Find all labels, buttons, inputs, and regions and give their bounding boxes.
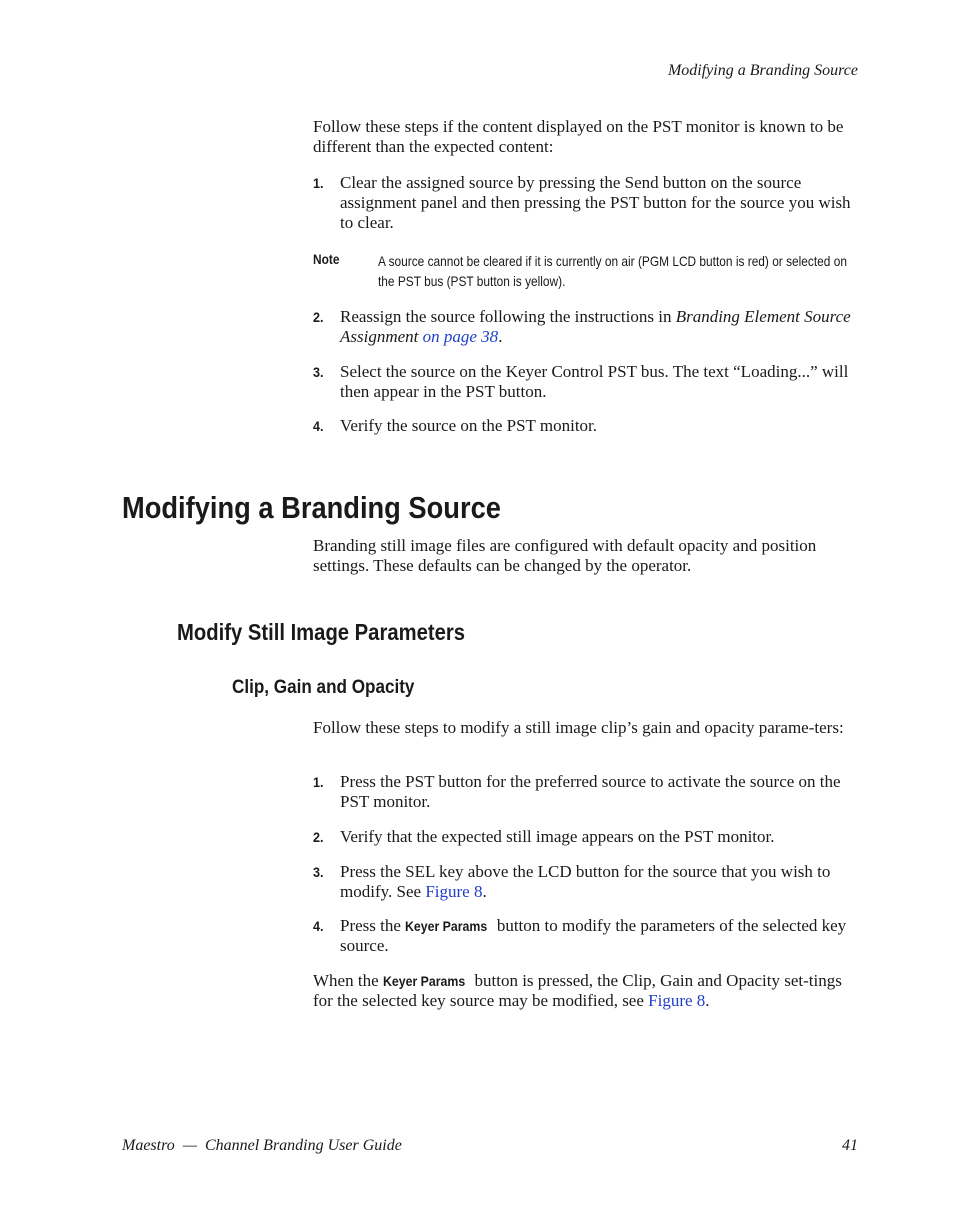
step-text-part: button to modify the parameters of the selected key source.: [340, 916, 847, 955]
step-text: Verify the source on the PST monitor.: [340, 416, 598, 435]
step-b-3: [313, 862, 861, 902]
page-reference-link[interactable]: on page 38: [422, 327, 499, 346]
step-text-part: Press the SEL key above the LCD button for the source that you wish to modify. See: [340, 862, 831, 901]
step-number: 3.: [313, 864, 324, 880]
step-text: Clear the assigned source by pressing the Send button on the source assignment panel and then pressing the PST button for the source you wish to clear.: [340, 173, 851, 232]
step-a-1: [313, 173, 861, 233]
closing-text-part: button is pressed, the Clip, Gain and Opacity set-tings for the selected key source may be modified, see: [313, 971, 842, 1010]
step-text: [340, 307, 861, 347]
ui-button-name: Keyer Params: [382, 973, 466, 989]
step-a-2: [313, 307, 861, 347]
subsection-heading: Modify Still Image Parameters: [177, 619, 465, 645]
step-text-part: Press the: [340, 916, 406, 935]
step-b-4: [313, 916, 861, 956]
section-paragraph: Branding still image files are configured with default opacity and position settings. These defaults can be changed by the operator.: [313, 536, 817, 575]
step-text-part: Reassign the source following the instructions in: [340, 307, 676, 326]
figure-link[interactable]: Figure 8: [425, 882, 483, 901]
cross-reference-title: Branding Element Source Assignment: [340, 307, 851, 346]
closing-text-part: .: [705, 991, 710, 1010]
step-text: Select the source on the Keyer Control PST bus. The text “Loading...” will then appear in the PST button.: [340, 362, 849, 401]
step-a-3: [313, 362, 861, 402]
figure-link[interactable]: Figure 8: [648, 991, 706, 1010]
closing-paragraph: [313, 971, 861, 1011]
step-text-part: .: [482, 882, 487, 901]
note-text: A source cannot be cleared if it is currently on air (PGM LCD button is red) or selected on the PST bus (PST button is yellow).: [378, 253, 847, 289]
step-text: [340, 916, 861, 956]
step-number: 4.: [313, 918, 324, 934]
intro-paragraph: Follow these steps if the content displayed on the PST monitor is known to be different than the expected content:: [313, 117, 844, 156]
step-number: 3.: [313, 364, 324, 380]
step-b-2: [313, 827, 861, 847]
page-number: 41: [842, 1137, 858, 1154]
step-number: 1.: [313, 774, 324, 790]
step-text: Press the PST button for the preferred source to activate the source on the PST monitor.: [340, 772, 841, 811]
ui-button-name: Keyer Params: [405, 918, 488, 934]
closing-text-part: When the: [313, 971, 383, 990]
step-number: 4.: [313, 418, 324, 434]
step-number: 2.: [313, 309, 324, 325]
subsubsection-heading: Clip, Gain and Opacity: [232, 677, 415, 698]
subsubsection-intro: Follow these steps to modify a still image clip’s gain and opacity parame-ters:: [313, 718, 844, 737]
step-text-part: .: [498, 327, 503, 346]
running-header: Modifying a Branding Source: [667, 62, 858, 79]
step-a-4: [313, 416, 861, 436]
step-b-1: [313, 772, 861, 812]
step-text: Verify that the expected still image appears on the PST monitor.: [340, 827, 775, 846]
step-number: 1.: [313, 175, 324, 191]
note-label: Note: [313, 251, 340, 267]
section-heading: Modifying a Branding Source: [122, 490, 501, 525]
step-text: [340, 862, 861, 902]
step-number: 2.: [313, 829, 324, 845]
footer-document-title: Maestro — Channel Branding User Guide: [122, 1137, 402, 1154]
